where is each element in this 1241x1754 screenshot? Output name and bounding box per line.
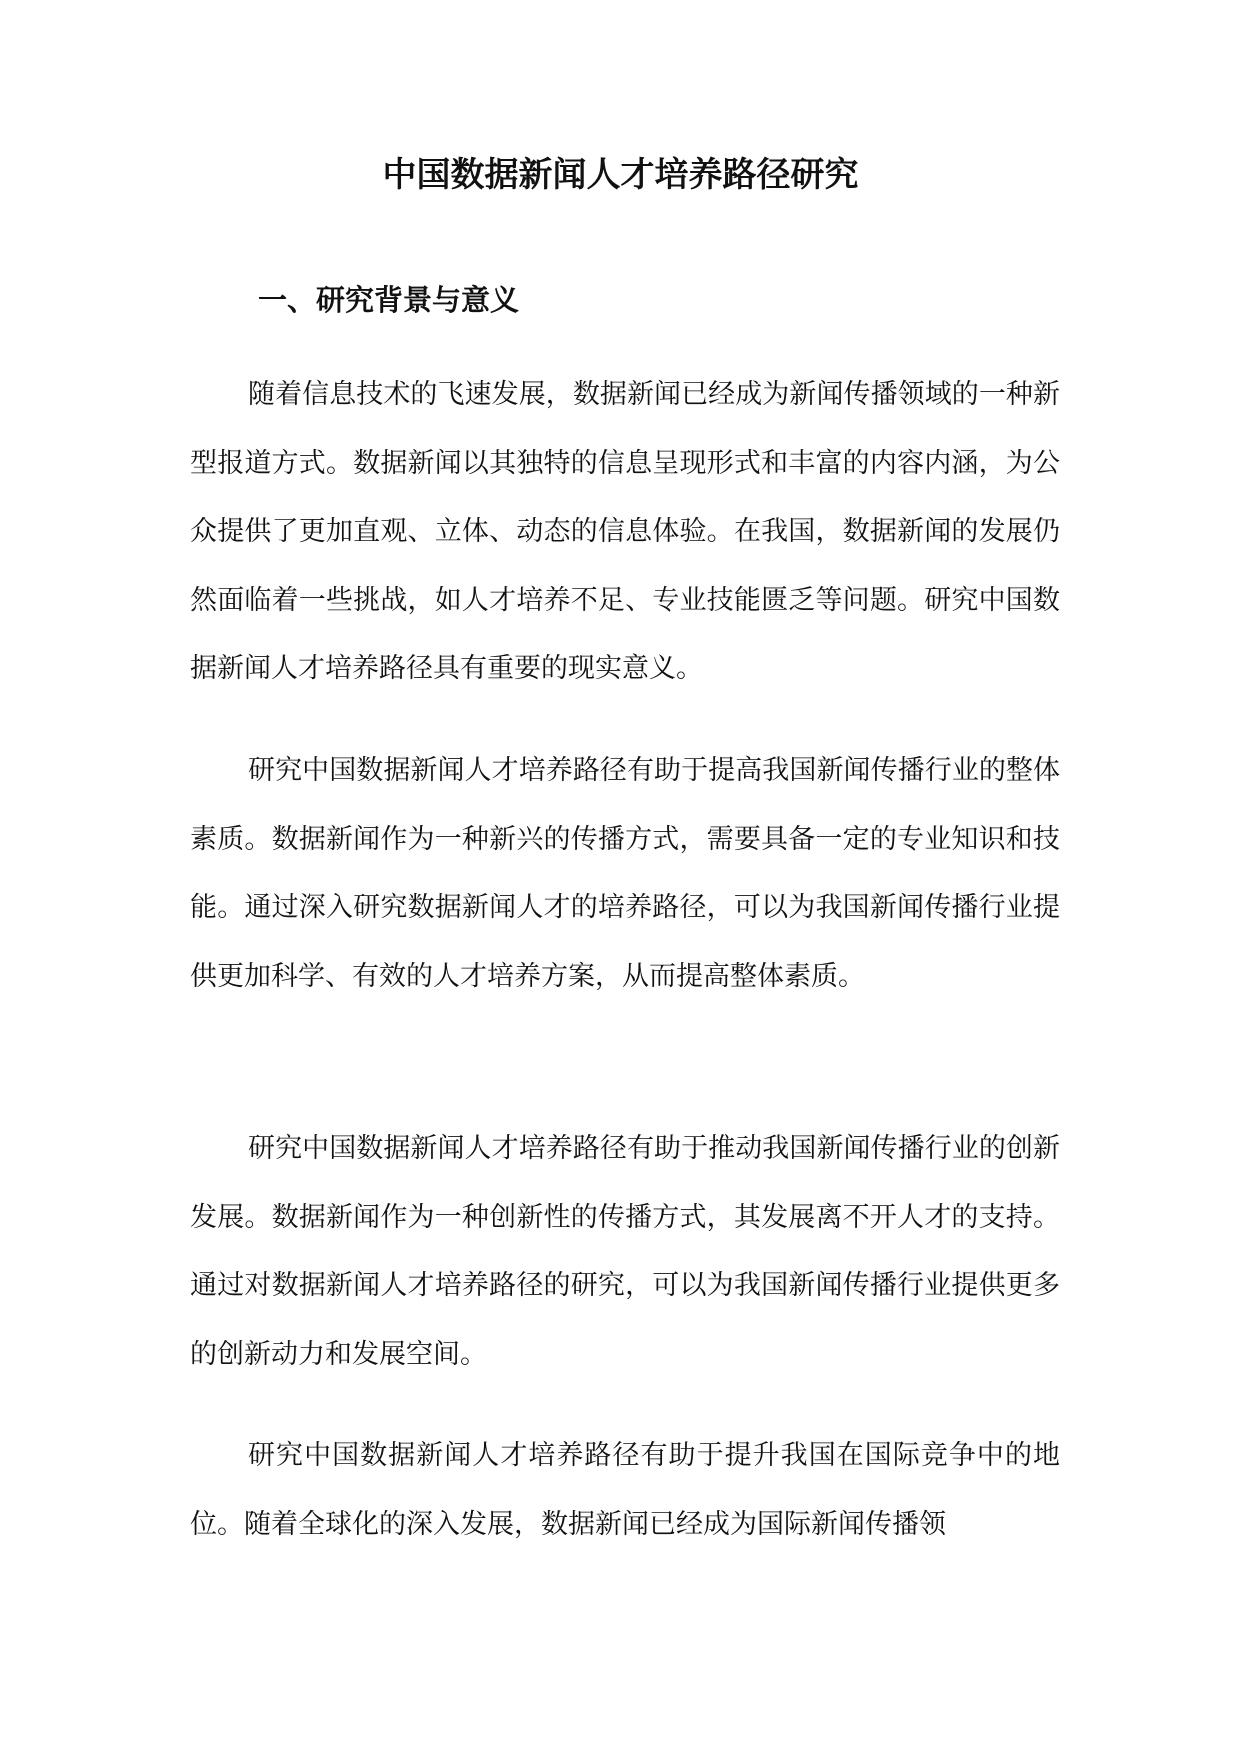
section-heading: 一、研究背景与意义 (258, 283, 520, 317)
paragraph: 研究中国数据新闻人才培养路径有助于推动我国新闻传播行业的创新发展。数据新闻作为一种创新性的传播方式，其发展离不开人才的支持。通过对数据新闻人才培养路径的研究，可以为我国新闻传播行业提供更多的创新动力和发展空间。 (190, 1133, 1060, 1370)
paragraph: 研究中国数据新闻人才培养路径有助于提升我国在国际竞争中的地位。随着全球化的深入发展，数据新闻已经成为国际新闻传播领 (190, 1440, 1060, 1540)
document-title: 中国数据新闻人才培养路径研究 (382, 155, 859, 195)
paragraph: 随着信息技术的飞速发展，数据新闻已经成为新闻传播领域的一种新型报道方式。数据新闻以其独特的信息呈现形式和丰富的内容内涵，为公众提供了更加直观、立体、动态的信息体验。在我国，数据新闻的发展仍然面临着一些挑战，如人才培养不足、专业技能匮乏等问题。研究中国数据新闻人才培养路径具有重要的现实意义。 (190, 379, 1060, 684)
paragraph: 研究中国数据新闻人才培养路径有助于提高我国新闻传播行业的整体素质。数据新闻作为一种新兴的传播方式，需要具备一定的专业知识和技能。通过深入研究数据新闻人才的培养路径，可以为我国新闻传播行业提供更加科学、有效的人才培养方案，从而提高整体素质。 (190, 755, 1060, 992)
